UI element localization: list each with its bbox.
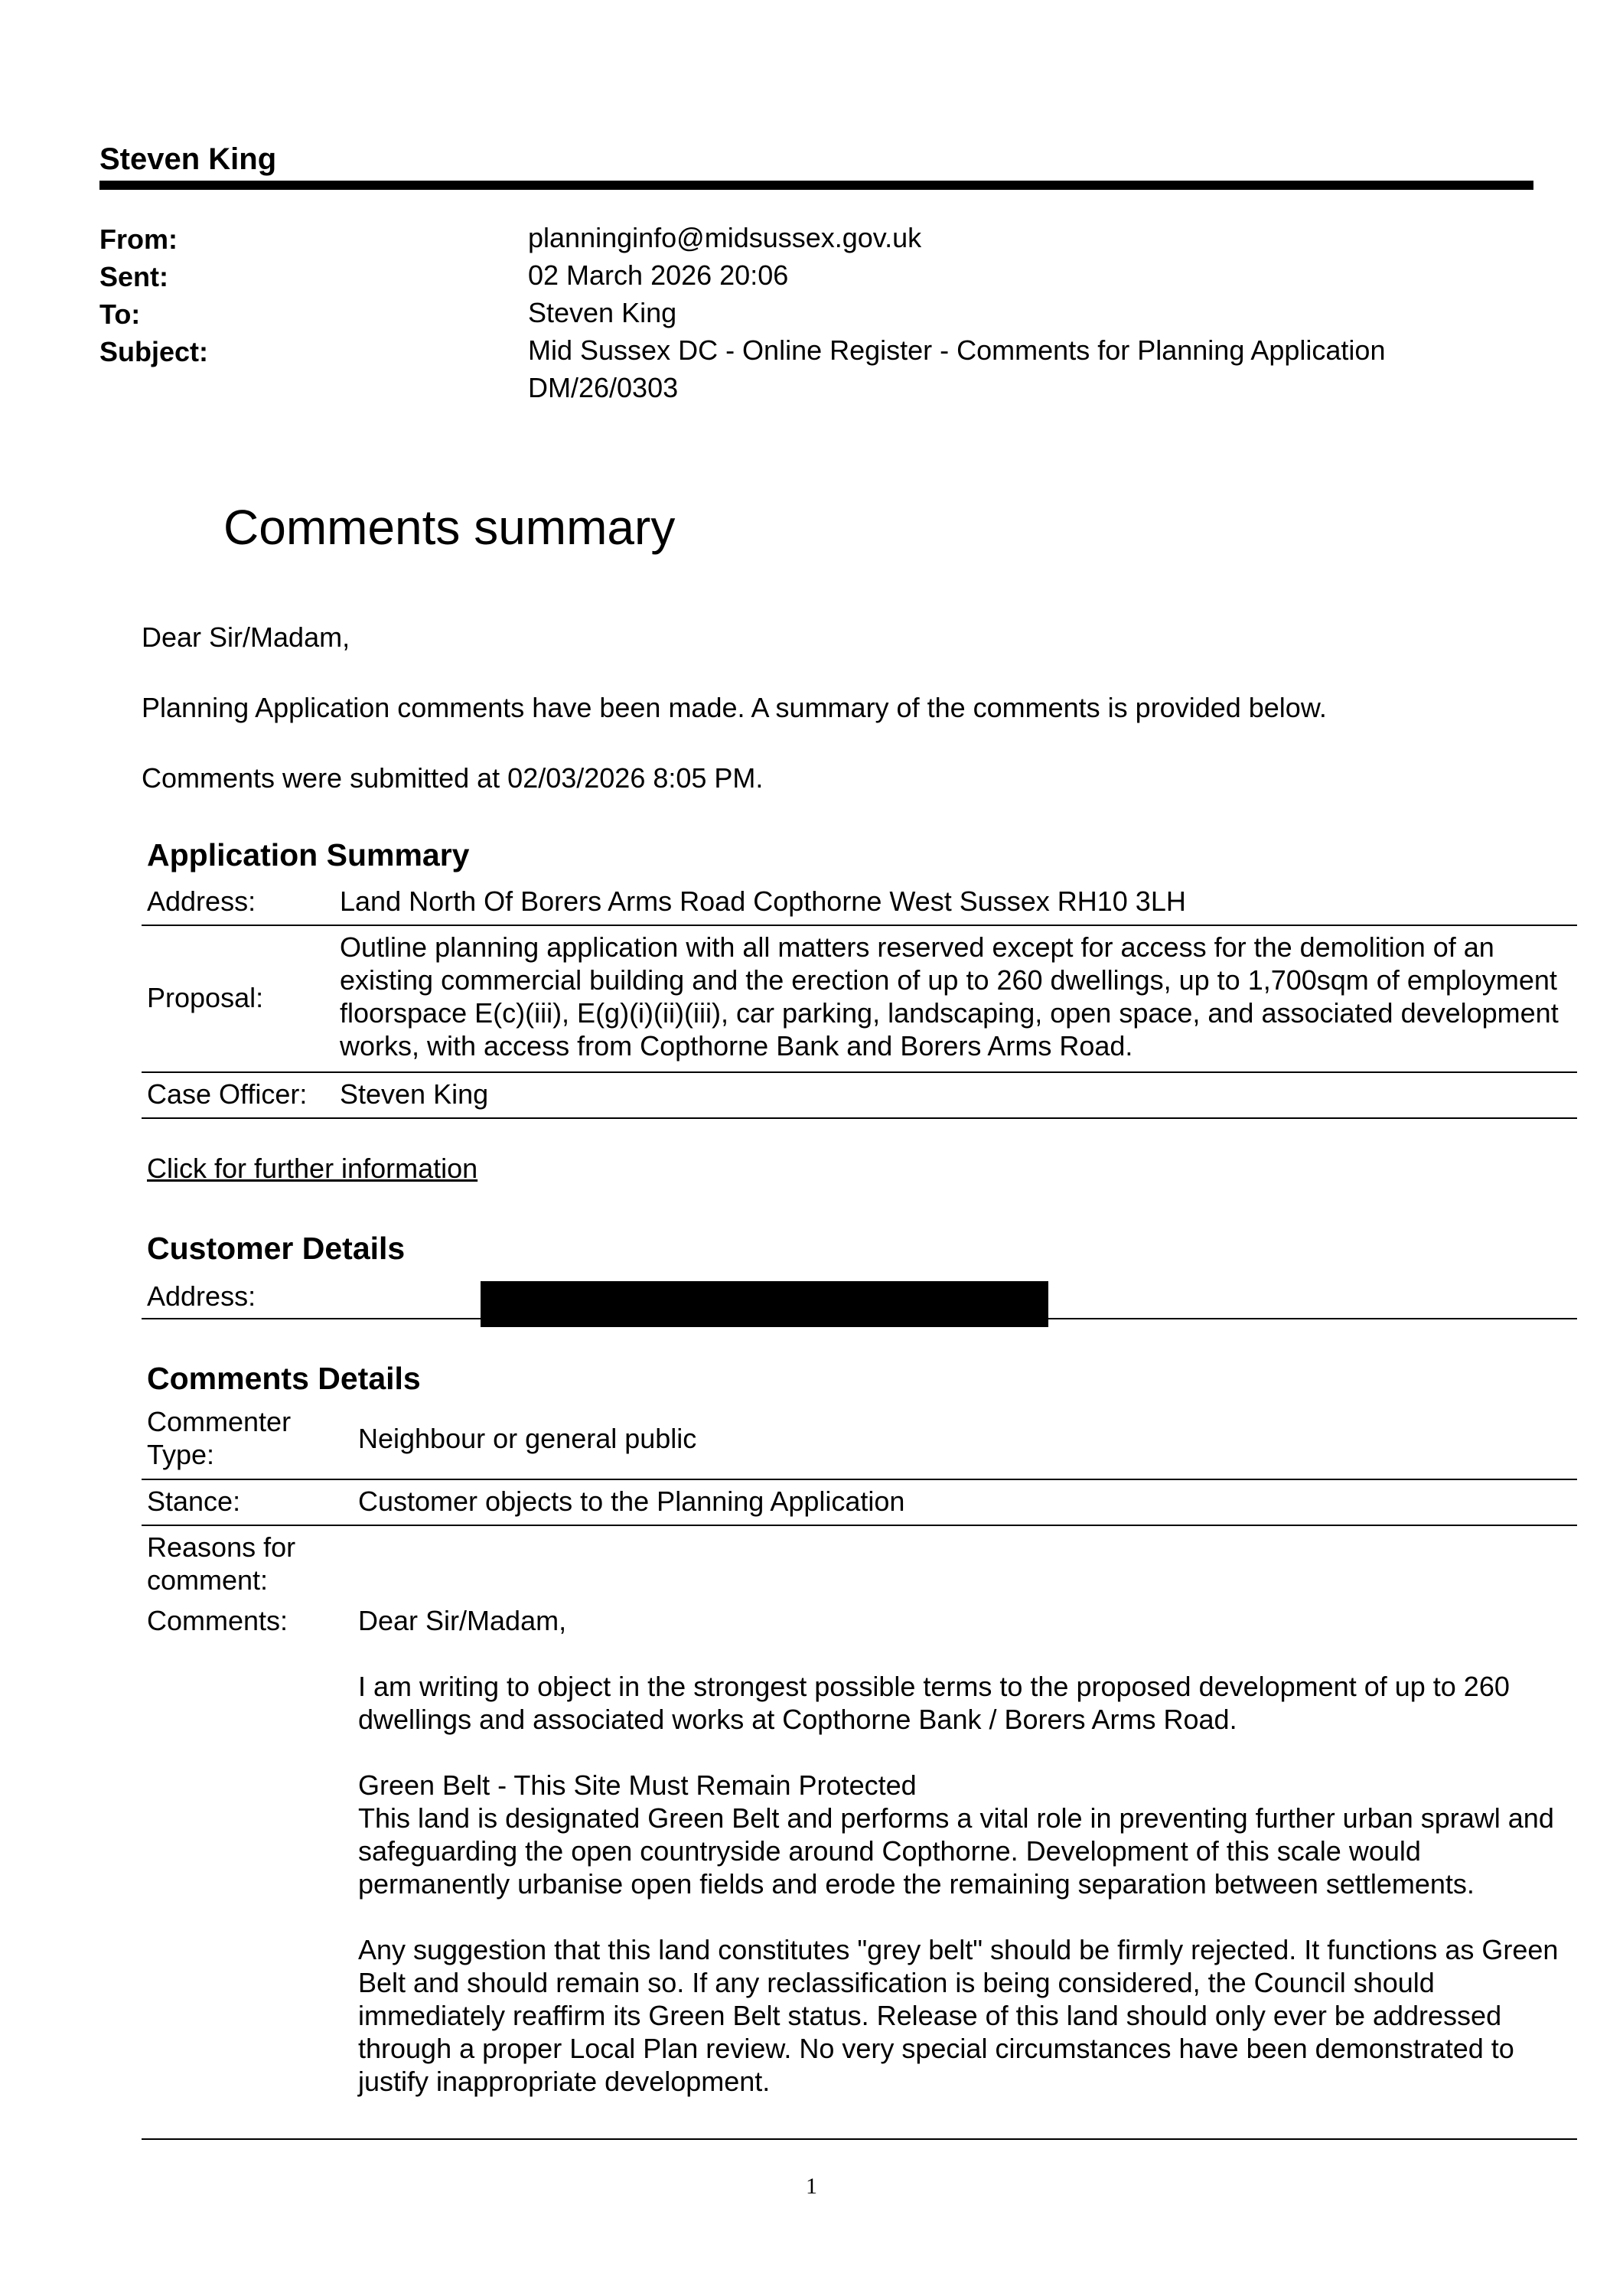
comment-paragraph: Any suggestion that this land constitutes "grey belt" should be firmly rejected. It functions as Green Belt and should remain so. If any reclassification is being considered, the Council should immediately reaffirm its Green Belt status. Release of this land should only ever be addressed through a proper Local Plan review. No very special circumstances have been demonstrated to justify inappropriate development. <box>358 1934 1559 2097</box>
sender-name: Steven King <box>99 142 277 176</box>
reasons-label: Reasons for comment: <box>147 1531 296 1596</box>
comment-paragraph: I am writing to object in the strongest possible terms to the proposed development of up to 260 dwellings and associated works at Copthorne Bank / Borers Arms Road. <box>358 1671 1510 1735</box>
row-divider <box>142 1117 1577 1119</box>
subject-label: Subject: <box>99 336 209 367</box>
comment-paragraph: Dear Sir/Madam, <box>358 1605 567 1636</box>
customer-details-title: Customer Details <box>147 1231 406 1266</box>
comment-paragraph: This land is designated Green Belt and performs a vital role in preventing further urban sprawl and safeguarding the open countryside around Copthorne. Development of this scale would permanently urbanise open fields and erode the remaining separation between settlements. <box>358 1802 1554 1900</box>
comments-details-title: Comments Details <box>147 1361 421 1396</box>
row-divider <box>142 925 1577 926</box>
application-summary-title: Application Summary <box>147 837 470 872</box>
further-information-link[interactable]: Click for further information <box>147 1153 478 1184</box>
sent-value: 02 March 2026 20:06 <box>528 259 789 291</box>
to-label: To: <box>99 298 141 330</box>
comments-label: Comments: <box>147 1605 288 1636</box>
submitted-text: Comments were submitted at 02/03/2026 8:05 PM. <box>142 762 764 794</box>
row-divider <box>142 1318 1577 1319</box>
stance-value: Customer objects to the Planning Application <box>358 1486 905 1517</box>
subject-value: Mid Sussex DC - Online Register - Comments for Planning Application DM/26/0303 <box>528 334 1386 403</box>
bottom-divider <box>142 2138 1577 2140</box>
intro-text: Planning Application comments have been made. A summary of the comments is provided below. <box>142 692 1327 723</box>
header-divider <box>99 181 1533 190</box>
redacted-address <box>481 1281 1048 1327</box>
to-value: Steven King <box>528 297 677 328</box>
from-label: From: <box>99 223 178 255</box>
address-label: Address: <box>147 885 256 917</box>
row-divider <box>142 1479 1577 1480</box>
case-officer-value: Steven King <box>340 1078 489 1110</box>
greeting: Dear Sir/Madam, <box>142 621 350 653</box>
comments-summary-title: Comments summary <box>223 500 676 555</box>
commenter-type-label: Commenter Type: <box>147 1406 292 1470</box>
row-divider <box>142 1071 1577 1073</box>
page-number: 1 <box>806 2174 817 2199</box>
proposal-label: Proposal: <box>147 982 264 1013</box>
address-value: Land North Of Borers Arms Road Copthorne West Sussex RH10 3LH <box>340 885 1186 917</box>
comment-heading: Green Belt - This Site Must Remain Protected <box>358 1769 917 1801</box>
case-officer-label: Case Officer: <box>147 1078 308 1110</box>
from-value[interactable]: planninginfo@midsussex.gov.uk <box>528 222 922 253</box>
commenter-type-value: Neighbour or general public <box>358 1423 697 1454</box>
stance-label: Stance: <box>147 1486 241 1517</box>
sent-label: Sent: <box>99 261 168 292</box>
row-divider <box>142 1525 1577 1526</box>
customer-address-label: Address: <box>147 1280 256 1312</box>
proposal-value: Outline planning application with all matters reserved except for access for the demolition of an existing commercial building and the erection of up to 260 dwellings, up to 1,700sqm of employment floorspace E(c)(iii), E(g)(i)(ii)(iii), car parking, landscaping, open space, and associated development works, with access from Copthorne Bank and Borers Arms Road. <box>340 931 1559 1062</box>
